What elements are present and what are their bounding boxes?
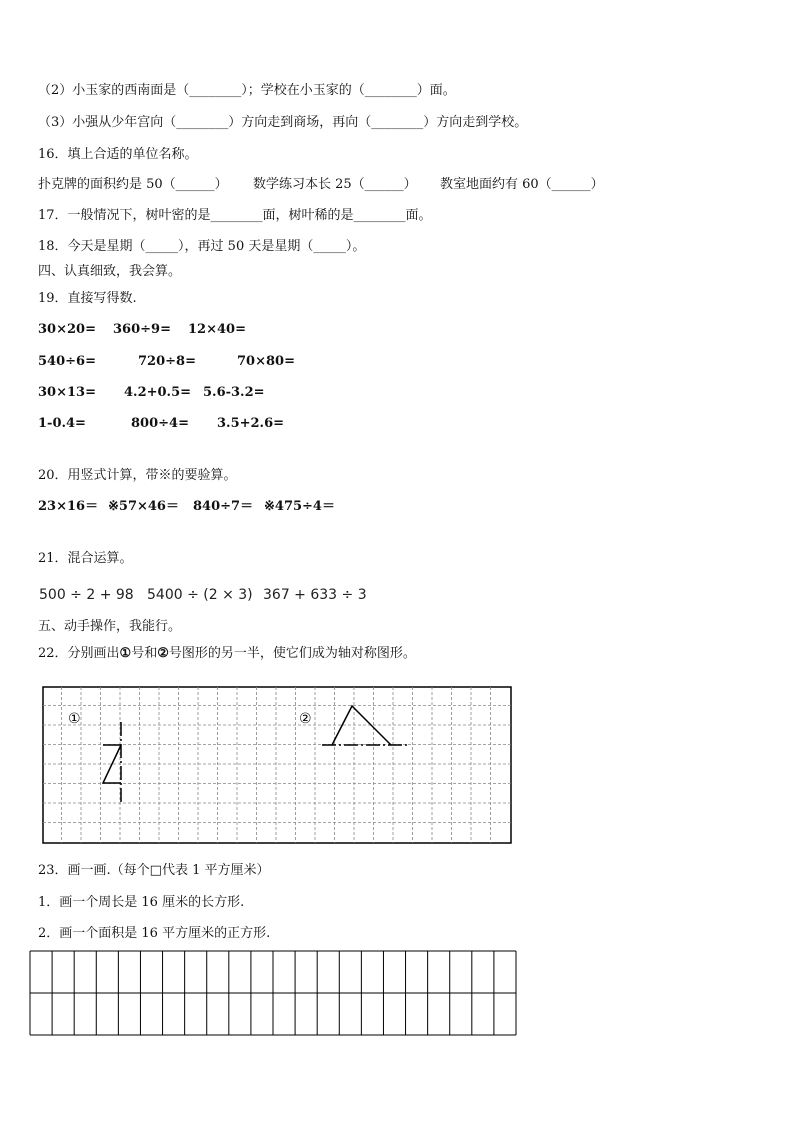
q17: 17．一般情况下，树叶密的是________面，树叶稀的是________面。 bbox=[38, 208, 432, 223]
grid-border bbox=[43, 687, 511, 843]
q19-expr: 540÷6= bbox=[38, 354, 96, 369]
q19-expr: 5.6-3.2= bbox=[203, 385, 265, 400]
circled-one-marker: ① bbox=[119, 646, 132, 661]
q22-title bbox=[38, 646, 416, 662]
q16-item-a: 扑克牌的面积约是 50（______） bbox=[38, 177, 228, 192]
q19-expr: 800÷4= bbox=[131, 416, 189, 431]
q20-expr: 23×16＝ bbox=[38, 499, 99, 514]
q19-expr: 70×80= bbox=[237, 354, 295, 369]
q16-item-b: 数学练习本长 25（______） bbox=[253, 177, 417, 192]
q21-title: 21．混合运算。 bbox=[38, 551, 133, 566]
q22-title-post: 号图形的另一半，使它们成为轴对称图形。 bbox=[168, 646, 416, 661]
q23-title: 23．画一画.（每个□代表 1 平方厘米） bbox=[38, 863, 270, 878]
figure-1-half-trapezoid bbox=[103, 722, 121, 802]
q15-part3: （3）小强从少年宫向（________）方向走到商场，再向（________）方向走到学校。 bbox=[38, 115, 528, 130]
section-5-heading: 五、动手操作，我能行。 bbox=[38, 619, 182, 634]
q19-expr: 1-0.4= bbox=[38, 416, 86, 431]
q21-expr: 5400 ÷ (2 × 3) bbox=[147, 587, 253, 603]
q19-expr: 30×13= bbox=[38, 385, 96, 400]
q21-expr: 367 + 633 ÷ 3 bbox=[263, 587, 367, 603]
q20-title: 20．用竖式计算，带※的要验算。 bbox=[38, 468, 237, 483]
q20-expr: ※475÷4＝ bbox=[264, 499, 335, 514]
q22-title-pre: 22．分别画出 bbox=[38, 646, 120, 661]
section-4-heading: 四、认真细致，我会算。 bbox=[38, 264, 182, 279]
circled-two-marker: ② bbox=[157, 646, 169, 661]
q23-item-1: 1．画一个周长是 16 厘米的长方形. bbox=[38, 895, 245, 910]
q20-expr: ※57×46＝ bbox=[108, 499, 179, 514]
figure-2-half-triangle bbox=[322, 706, 410, 745]
q16-item-c: 教室地面约有 60（______） bbox=[440, 177, 604, 192]
q22-title-mid: 号和 bbox=[131, 646, 158, 661]
q15-part2: （2）小玉家的西南面是（________）；学校在小玉家的（________）面。 bbox=[38, 83, 456, 98]
q19-expr: 12×40= bbox=[188, 322, 246, 337]
q20-expr: 840÷7＝ bbox=[193, 499, 254, 514]
q22-drawing-grid[interactable] bbox=[42, 686, 512, 844]
q23-square-grid[interactable] bbox=[29, 950, 517, 1036]
figure-2-label: ② bbox=[299, 711, 312, 727]
q19-expr: 360÷9= bbox=[113, 322, 171, 337]
q16-title: 16．填上合适的单位名称。 bbox=[38, 147, 198, 162]
q19-expr: 3.5+2.6= bbox=[217, 416, 285, 431]
q18: 18．今天是星期（_____），再过 50 天是星期（_____）。 bbox=[38, 239, 366, 254]
q19-title: 19．直接写得数. bbox=[38, 291, 137, 306]
q23-item-2: 2．画一个面积是 16 平方厘米的正方形. bbox=[38, 926, 271, 941]
q19-expr: 4.2+0.5= bbox=[124, 385, 192, 400]
q19-expr: 30×20= bbox=[38, 322, 96, 337]
grid-solid-lines bbox=[30, 951, 516, 1035]
grid-dashed-lines bbox=[43, 687, 511, 843]
q19-expr: 720÷8= bbox=[138, 354, 196, 369]
figure-1-label: ① bbox=[68, 711, 81, 727]
q21-expr: 500 ÷ 2 + 98 bbox=[39, 587, 134, 603]
